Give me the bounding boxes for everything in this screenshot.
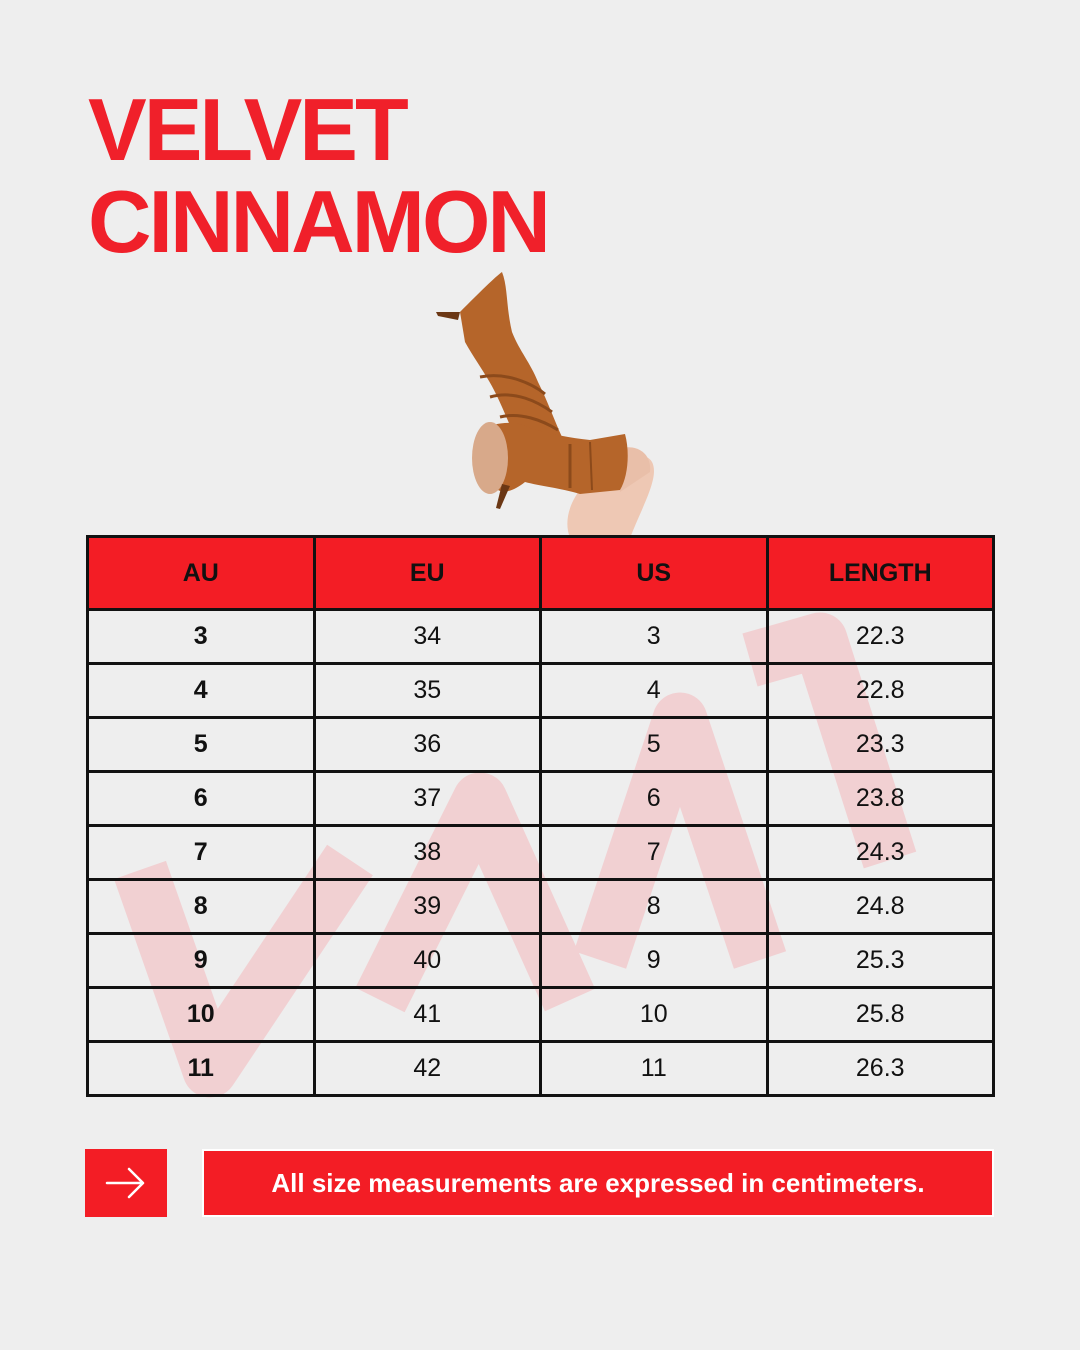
cell-eu: 34 <box>314 610 541 664</box>
column-header-eu: EU <box>314 537 541 610</box>
table-row <box>88 718 994 772</box>
cell-au: 7 <box>88 826 315 880</box>
size-chart-table <box>86 535 995 1097</box>
cell-au: 4 <box>88 664 315 718</box>
column-header-length: LENGTH <box>767 537 994 610</box>
cell-us: 3 <box>541 610 768 664</box>
arrow-right-icon <box>105 1166 147 1200</box>
cell-us: 9 <box>541 934 768 988</box>
cell-us: 8 <box>541 880 768 934</box>
cell-length: 25.8 <box>767 988 994 1042</box>
cell-eu: 42 <box>314 1042 541 1096</box>
cell-eu: 35 <box>314 664 541 718</box>
cell-length: 22.3 <box>767 610 994 664</box>
cell-length: 25.3 <box>767 934 994 988</box>
cell-eu: 41 <box>314 988 541 1042</box>
cell-us: 11 <box>541 1042 768 1096</box>
cell-length: 23.8 <box>767 772 994 826</box>
cell-au: 5 <box>88 718 315 772</box>
measurement-note <box>202 1149 994 1217</box>
cell-au: 11 <box>88 1042 315 1096</box>
measurement-note-text: All size measurements are expressed in centimeters. <box>271 1167 925 1198</box>
cell-length: 22.8 <box>767 664 994 718</box>
table-row <box>88 988 994 1042</box>
cell-eu: 37 <box>314 772 541 826</box>
cell-eu: 36 <box>314 718 541 772</box>
cell-us: 4 <box>541 664 768 718</box>
product-image <box>420 262 670 538</box>
column-header-us: US <box>541 537 768 610</box>
table-row <box>88 934 994 988</box>
table-row <box>88 610 994 664</box>
cell-us: 5 <box>541 718 768 772</box>
next-arrow-button[interactable] <box>85 1149 167 1217</box>
cell-us: 7 <box>541 826 768 880</box>
cell-au: 3 <box>88 610 315 664</box>
cell-length: 24.3 <box>767 826 994 880</box>
table-row <box>88 664 994 718</box>
cell-au: 8 <box>88 880 315 934</box>
table-row <box>88 1042 994 1096</box>
column-header-au: AU <box>88 537 315 610</box>
cell-eu: 38 <box>314 826 541 880</box>
cell-us: 6 <box>541 772 768 826</box>
cell-au: 9 <box>88 934 315 988</box>
table-row <box>88 826 994 880</box>
cell-length: 23.3 <box>767 718 994 772</box>
cell-au: 6 <box>88 772 315 826</box>
cell-us: 10 <box>541 988 768 1042</box>
table-row <box>88 772 994 826</box>
cell-length: 24.8 <box>767 880 994 934</box>
title-line-2: CINNAMON <box>88 172 548 271</box>
cell-au: 10 <box>88 988 315 1042</box>
cell-length: 26.3 <box>767 1042 994 1096</box>
table-row <box>88 880 994 934</box>
table-header-row <box>88 537 994 610</box>
cell-eu: 40 <box>314 934 541 988</box>
title-line-1: VELVET <box>88 80 406 179</box>
cell-eu: 39 <box>314 880 541 934</box>
page-title <box>88 80 548 271</box>
